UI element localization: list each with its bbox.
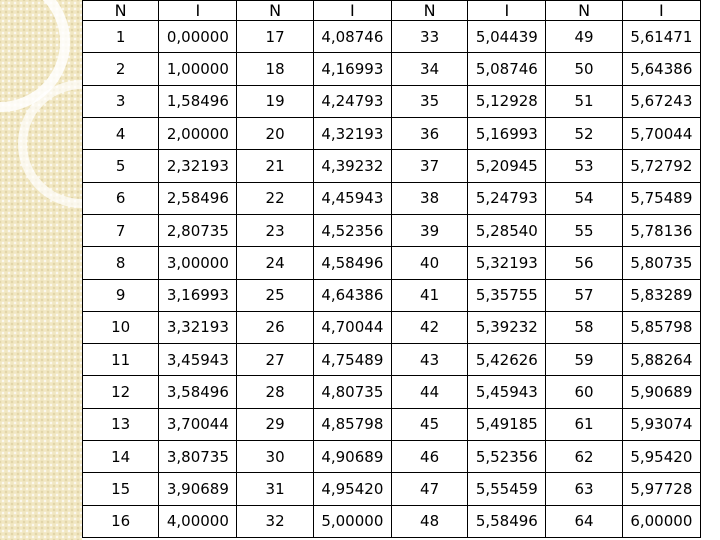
cell-i-value: 5,12928 <box>468 85 546 117</box>
cell-i-value: 5,45943 <box>468 376 546 408</box>
cell-n-value: 1 <box>83 21 159 53</box>
cell-n-value: 46 <box>391 441 467 473</box>
cell-n-value: 7 <box>83 214 159 246</box>
cell-i-value: 4,32193 <box>313 117 391 149</box>
column-header-n: N <box>546 1 622 21</box>
cell-i-value: 5,95420 <box>622 441 700 473</box>
column-header-i: I <box>159 1 237 21</box>
cell-n-value: 5 <box>83 150 159 182</box>
cell-n-value: 12 <box>83 376 159 408</box>
cell-i-value: 5,55459 <box>468 473 546 505</box>
cell-n-value: 61 <box>546 408 622 440</box>
cell-i-value: 5,83289 <box>622 279 700 311</box>
table-row <box>83 117 701 149</box>
cell-n-value: 39 <box>391 214 467 246</box>
cell-n-value: 13 <box>83 408 159 440</box>
cell-i-value: 2,00000 <box>159 117 237 149</box>
cell-n-value: 30 <box>237 441 313 473</box>
cell-i-value: 4,80735 <box>313 376 391 408</box>
table-row <box>83 344 701 376</box>
cell-i-value: 4,52356 <box>313 214 391 246</box>
cell-n-value: 54 <box>546 182 622 214</box>
cell-i-value: 5,04439 <box>468 21 546 53</box>
cell-i-value: 4,39232 <box>313 150 391 182</box>
cell-i-value: 5,93074 <box>622 408 700 440</box>
cell-n-value: 62 <box>546 441 622 473</box>
cell-i-value: 5,61471 <box>622 21 700 53</box>
cell-n-value: 23 <box>237 214 313 246</box>
cell-i-value: 4,90689 <box>313 441 391 473</box>
cell-n-value: 19 <box>237 85 313 117</box>
table-row <box>83 441 701 473</box>
cell-n-value: 53 <box>546 150 622 182</box>
cell-i-value: 5,70044 <box>622 117 700 149</box>
cell-n-value: 10 <box>83 311 159 343</box>
cell-i-value: 5,80735 <box>622 247 700 279</box>
cell-n-value: 11 <box>83 344 159 376</box>
table-row <box>83 182 701 214</box>
table-row <box>83 247 701 279</box>
cell-n-value: 64 <box>546 505 622 537</box>
table-row <box>83 21 701 53</box>
cell-i-value: 5,28540 <box>468 214 546 246</box>
cell-n-value: 51 <box>546 85 622 117</box>
cell-n-value: 18 <box>237 53 313 85</box>
table-row <box>83 505 701 537</box>
table-row <box>83 408 701 440</box>
table-body <box>83 21 701 538</box>
cell-n-value: 58 <box>546 311 622 343</box>
cell-i-value: 3,80735 <box>159 441 237 473</box>
cell-n-value: 35 <box>391 85 467 117</box>
cell-i-value: 5,32193 <box>468 247 546 279</box>
cell-n-value: 59 <box>546 344 622 376</box>
cell-n-value: 25 <box>237 279 313 311</box>
cell-n-value: 17 <box>237 21 313 53</box>
table-row <box>83 279 701 311</box>
cell-i-value: 5,67243 <box>622 85 700 117</box>
cell-n-value: 37 <box>391 150 467 182</box>
cell-n-value: 52 <box>546 117 622 149</box>
cell-i-value: 3,45943 <box>159 344 237 376</box>
table-row <box>83 150 701 182</box>
table-header-row <box>83 1 701 21</box>
cell-i-value: 4,00000 <box>159 505 237 537</box>
cell-i-value: 4,24793 <box>313 85 391 117</box>
cell-n-value: 42 <box>391 311 467 343</box>
cell-n-value: 21 <box>237 150 313 182</box>
cell-n-value: 22 <box>237 182 313 214</box>
cell-n-value: 40 <box>391 247 467 279</box>
cell-n-value: 14 <box>83 441 159 473</box>
cell-i-value: 5,20945 <box>468 150 546 182</box>
cell-n-value: 45 <box>391 408 467 440</box>
cell-i-value: 5,88264 <box>622 344 700 376</box>
cell-i-value: 5,52356 <box>468 441 546 473</box>
cell-i-value: 5,42626 <box>468 344 546 376</box>
cell-n-value: 24 <box>237 247 313 279</box>
cell-i-value: 4,64386 <box>313 279 391 311</box>
column-header-i: I <box>622 1 700 21</box>
cell-i-value: 5,97728 <box>622 473 700 505</box>
cell-n-value: 31 <box>237 473 313 505</box>
cell-n-value: 15 <box>83 473 159 505</box>
cell-n-value: 47 <box>391 473 467 505</box>
cell-n-value: 41 <box>391 279 467 311</box>
cell-n-value: 57 <box>546 279 622 311</box>
cell-i-value: 1,00000 <box>159 53 237 85</box>
cell-n-value: 9 <box>83 279 159 311</box>
cell-n-value: 4 <box>83 117 159 149</box>
cell-n-value: 50 <box>546 53 622 85</box>
column-header-i: I <box>313 1 391 21</box>
cell-i-value: 3,70044 <box>159 408 237 440</box>
table-row <box>83 214 701 246</box>
cell-i-value: 3,58496 <box>159 376 237 408</box>
cell-i-value: 5,64386 <box>622 53 700 85</box>
table-row <box>83 311 701 343</box>
cell-i-value: 4,58496 <box>313 247 391 279</box>
cell-i-value: 5,35755 <box>468 279 546 311</box>
table-container <box>82 0 701 540</box>
cell-i-value: 3,00000 <box>159 247 237 279</box>
cell-n-value: 27 <box>237 344 313 376</box>
cell-n-value: 20 <box>237 117 313 149</box>
cell-n-value: 32 <box>237 505 313 537</box>
table-row <box>83 473 701 505</box>
cell-n-value: 33 <box>391 21 467 53</box>
cell-n-value: 26 <box>237 311 313 343</box>
cell-i-value: 5,58496 <box>468 505 546 537</box>
cell-i-value: 5,49185 <box>468 408 546 440</box>
cell-i-value: 5,24793 <box>468 182 546 214</box>
cell-i-value: 0,00000 <box>159 21 237 53</box>
column-header-i: I <box>468 1 546 21</box>
cell-i-value: 1,58496 <box>159 85 237 117</box>
cell-n-value: 8 <box>83 247 159 279</box>
cell-n-value: 3 <box>83 85 159 117</box>
cell-n-value: 43 <box>391 344 467 376</box>
cell-i-value: 5,75489 <box>622 182 700 214</box>
cell-i-value: 4,45943 <box>313 182 391 214</box>
cell-i-value: 3,16993 <box>159 279 237 311</box>
cell-n-value: 38 <box>391 182 467 214</box>
cell-n-value: 55 <box>546 214 622 246</box>
cell-n-value: 48 <box>391 505 467 537</box>
cell-i-value: 4,95420 <box>313 473 391 505</box>
table-row <box>83 85 701 117</box>
cell-n-value: 63 <box>546 473 622 505</box>
cell-i-value: 5,72792 <box>622 150 700 182</box>
cell-n-value: 36 <box>391 117 467 149</box>
cell-n-value: 60 <box>546 376 622 408</box>
column-header-n: N <box>83 1 159 21</box>
cell-i-value: 2,58496 <box>159 182 237 214</box>
cell-n-value: 44 <box>391 376 467 408</box>
cell-i-value: 5,90689 <box>622 376 700 408</box>
cell-i-value: 5,39232 <box>468 311 546 343</box>
cell-i-value: 2,32193 <box>159 150 237 182</box>
cell-n-value: 6 <box>83 182 159 214</box>
cell-n-value: 34 <box>391 53 467 85</box>
cell-i-value: 3,90689 <box>159 473 237 505</box>
cell-i-value: 5,78136 <box>622 214 700 246</box>
information-table <box>82 0 701 538</box>
cell-i-value: 2,80735 <box>159 214 237 246</box>
cell-n-value: 16 <box>83 505 159 537</box>
cell-n-value: 49 <box>546 21 622 53</box>
cell-i-value: 4,70044 <box>313 311 391 343</box>
cell-n-value: 28 <box>237 376 313 408</box>
cell-n-value: 2 <box>83 53 159 85</box>
cell-n-value: 56 <box>546 247 622 279</box>
table-row <box>83 376 701 408</box>
cell-i-value: 4,08746 <box>313 21 391 53</box>
decorative-sidebar <box>0 0 82 540</box>
column-header-n: N <box>391 1 467 21</box>
cell-i-value: 6,00000 <box>622 505 700 537</box>
cell-i-value: 4,16993 <box>313 53 391 85</box>
cell-i-value: 3,32193 <box>159 311 237 343</box>
cell-n-value: 29 <box>237 408 313 440</box>
cell-i-value: 5,08746 <box>468 53 546 85</box>
cell-i-value: 5,16993 <box>468 117 546 149</box>
table-row <box>83 53 701 85</box>
column-header-n: N <box>237 1 313 21</box>
cell-i-value: 4,75489 <box>313 344 391 376</box>
cell-i-value: 4,85798 <box>313 408 391 440</box>
cell-i-value: 5,85798 <box>622 311 700 343</box>
cell-i-value: 5,00000 <box>313 505 391 537</box>
